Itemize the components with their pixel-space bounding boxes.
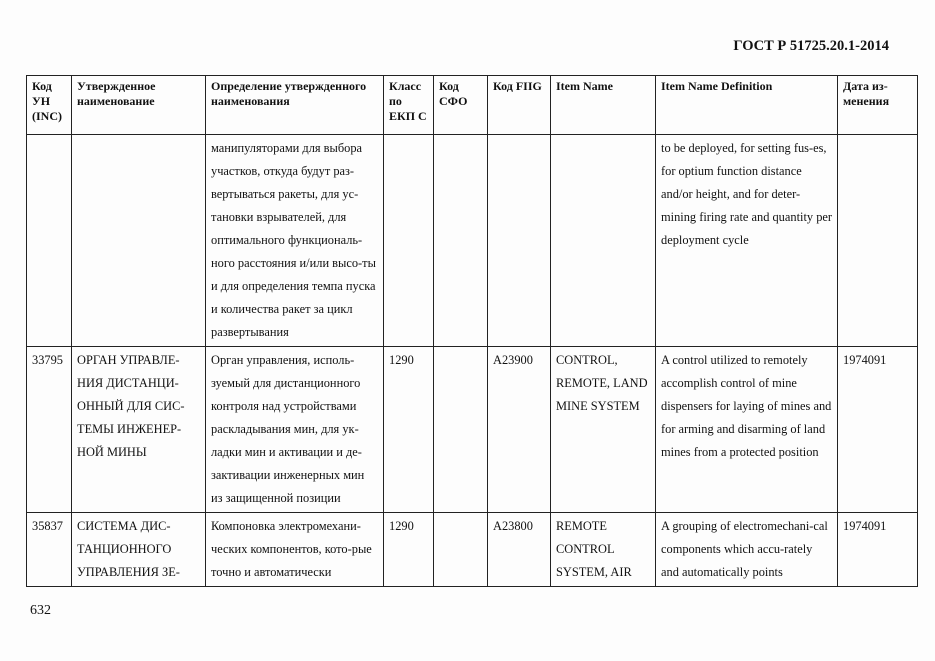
cell-sfo-code <box>434 513 488 587</box>
cell-fiig-code: A23800 <box>488 513 551 587</box>
header-item-name-definition: Item Name Definition <box>656 76 838 135</box>
cell-ekps-class: 1290 <box>384 513 434 587</box>
page-number: 632 <box>30 603 51 618</box>
cell-item-name-definition: A grouping of electromechani-cal components which accu-rately and automatically points <box>656 513 838 587</box>
cell-item-name: REMOTE CONTROL SYSTEM, AIR <box>551 513 656 587</box>
table-header <box>27 76 918 135</box>
table-row <box>27 347 918 513</box>
header-row <box>27 76 918 135</box>
header-approved-name: Утвержденное наименование <box>72 76 206 135</box>
document-standard-id: ГОСТ Р 51725.20.1-2014 <box>733 38 889 54</box>
table-row <box>27 135 918 347</box>
cell-item-name-definition: to be deployed, for setting fus-es, for optium function distance and/or height, and for deter-mining firing rate and quantity per deployment cycle <box>656 135 838 347</box>
cell-definition: Орган управления, исполь-зуемый для дистанционного контроля над устройствами раскладывания мин, для ук-ладки мин и активации и де-зактивации инженерных мин из защищенной позиции <box>206 347 384 513</box>
cell-change-date <box>838 135 918 347</box>
header-inc: Код УН (INC) <box>27 76 72 135</box>
cell-ekps-class <box>384 135 434 347</box>
cell-change-date: 1974091 <box>838 513 918 587</box>
header-change-date: Дата из-менения <box>838 76 918 135</box>
table-body <box>27 135 918 587</box>
cell-ekps-class: 1290 <box>384 347 434 513</box>
table-row <box>27 513 918 587</box>
header-fiig-code: Код FIIG <box>488 76 551 135</box>
header-sfo-code: Код СФО <box>434 76 488 135</box>
cell-item-name-definition: A control utilized to remotely accomplish control of mine dispensers for laying of mines and for arming and disarming of land mines from a protected position <box>656 347 838 513</box>
cell-definition: Компоновка электромехани-ческих компонентов, кото-рые точно и автоматически <box>206 513 384 587</box>
header-definition: Определение утвержденного наименования <box>206 76 384 135</box>
cell-definition: манипуляторами для выбора участков, откуда будут раз-вертываться ракеты, для ус-тановки взрывателей, для оптимального функциональ-ного расстояния и/или высо-ты и для определения темпа пуска и количества ракет за цикл развертывания <box>206 135 384 347</box>
header-ekps-class: Класс по ЕКП С <box>384 76 434 135</box>
cell-approved-name: СИСТЕМА ДИС-ТАНЦИОННОГО УПРАВЛЕНИЯ ЗЕ- <box>72 513 206 587</box>
cell-fiig-code <box>488 135 551 347</box>
cell-item-name: CONTROL, REMOTE, LAND MINE SYSTEM <box>551 347 656 513</box>
cell-sfo-code <box>434 347 488 513</box>
cell-inc <box>27 135 72 347</box>
cell-approved-name <box>72 135 206 347</box>
cell-inc: 35837 <box>27 513 72 587</box>
cell-item-name <box>551 135 656 347</box>
classification-table <box>26 75 918 587</box>
cell-fiig-code: A23900 <box>488 347 551 513</box>
header-item-name: Item Name <box>551 76 656 135</box>
cell-approved-name: ОРГАН УПРАВЛЕ-НИЯ ДИСТАНЦИ-ОННЫЙ ДЛЯ СИС-ТЕМЫ ИНЖЕНЕР-НОЙ МИНЫ <box>72 347 206 513</box>
cell-change-date: 1974091 <box>838 347 918 513</box>
cell-sfo-code <box>434 135 488 347</box>
cell-inc: 33795 <box>27 347 72 513</box>
